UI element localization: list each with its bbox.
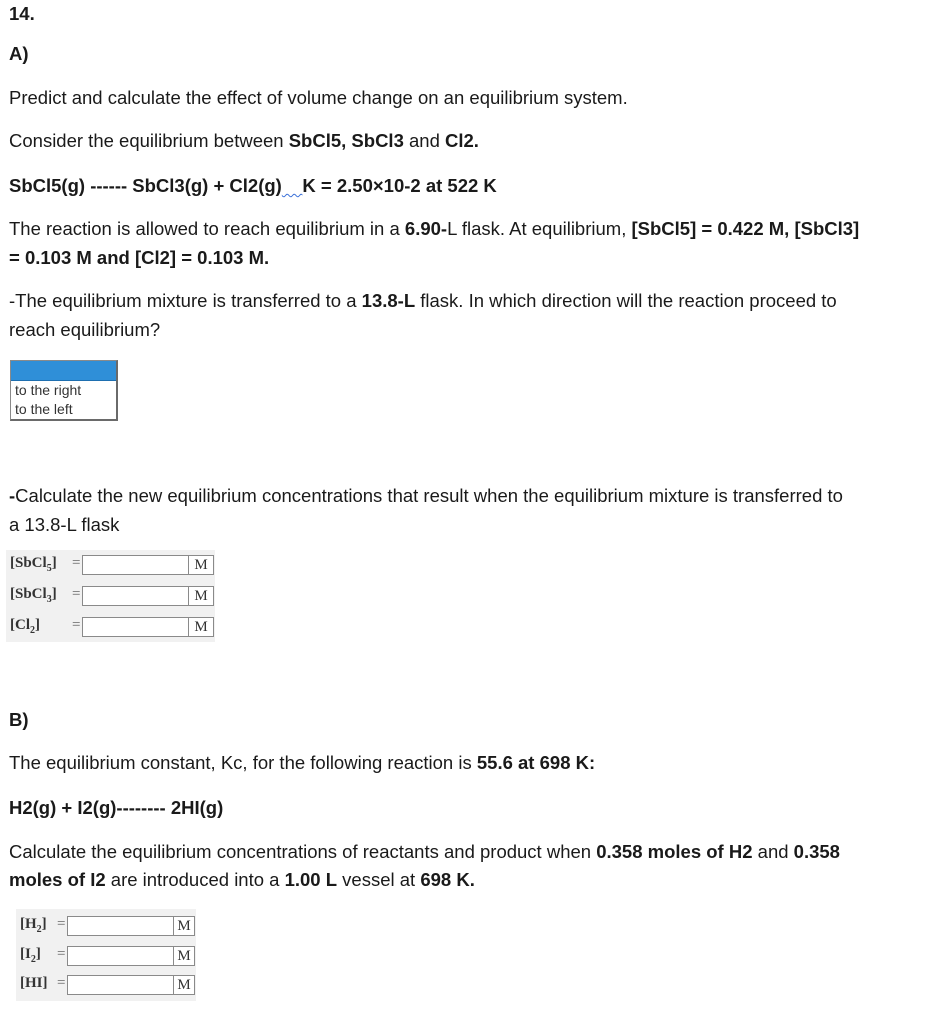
sbcl3-input[interactable] bbox=[82, 586, 189, 606]
unit-sbcl3: M bbox=[189, 586, 214, 606]
direction-option-left[interactable]: to the left bbox=[15, 401, 73, 417]
label-i2: $[I_2]$ bbox=[20, 946, 41, 965]
part-a-consider: Consider the equilibrium between SbCl5, SbCl3 and Cl2. bbox=[9, 130, 479, 151]
label-sbcl3: [SbCl$_3$] bbox=[10, 586, 57, 605]
unit-i2: M bbox=[174, 946, 195, 966]
part-a-question2-line1: -Calculate the new equilibrium concentrations that result when the equilibrium mixture is transferred to bbox=[9, 485, 843, 506]
part-a-heading: A) bbox=[9, 43, 29, 64]
part-a-question2-line2: a 13.8-L flask bbox=[9, 514, 120, 535]
hi-input[interactable] bbox=[67, 975, 174, 995]
label-cl2: $[Cl_2]$ bbox=[10, 617, 40, 636]
h2-input[interactable] bbox=[67, 916, 174, 936]
unit-h2: M bbox=[174, 916, 195, 936]
part-a-reaction: SbCl5(g) ------ SbCl3(g) + Cl2(g) K = 2.50×10-2 at 522 K bbox=[9, 175, 497, 196]
part-b-calc-line1: Calculate the equilibrium concentrations of reactants and product when 0.358 moles of H2 and 0.358 bbox=[9, 841, 840, 862]
input-row-sbcl5: [SbCl$_5$] = M bbox=[6, 553, 215, 577]
part-b-kc: The equilibrium constant, Kc, for the following reaction is 55.6 at 698 K: bbox=[9, 752, 596, 773]
part-a-equilibrium-line1: The reaction is allowed to reach equilibrium in a 6.90-L flask. At equilibrium, [SbCl5] = 0.422 M, [SbCl3] bbox=[9, 218, 860, 239]
i2-input[interactable] bbox=[67, 946, 174, 966]
part-b-reaction: H2(g) + I2(g)-------- 2HI(g) bbox=[9, 797, 224, 818]
input-row-cl2: $[Cl_2]$ = M bbox=[6, 615, 215, 639]
part-a-intro: Predict and calculate the effect of volume change on an equilibrium system. bbox=[9, 87, 628, 108]
input-row-i2: $[I_2]$ = M bbox=[16, 944, 196, 968]
input-row-hi: [HI] = M bbox=[16, 973, 196, 997]
part-a-question1-line2: reach equilibrium? bbox=[9, 319, 161, 340]
part-b-concentration-inputs bbox=[16, 909, 196, 1001]
label-sbcl5: [SbCl$_5$] bbox=[10, 555, 57, 574]
part-b-calc-line2: moles of I2 are introduced into a 1.00 L vessel at 698 K. bbox=[9, 869, 475, 890]
unit-sbcl5: M bbox=[189, 555, 214, 575]
input-row-h2: $[H_2]$ = M bbox=[16, 914, 196, 938]
part-b-heading: B) bbox=[9, 709, 29, 730]
direction-select-highlight bbox=[11, 361, 116, 381]
sbcl5-input[interactable] bbox=[82, 555, 189, 575]
unit-hi: M bbox=[174, 975, 195, 995]
label-hi: [HI] bbox=[20, 975, 48, 991]
part-a-question1-line1: -The equilibrium mixture is transferred to a 13.8-L flask. In which direction will the reaction proceed to bbox=[9, 290, 837, 311]
part-a-equilibrium-line2: = 0.103 M and [Cl2] = 0.103 M. bbox=[9, 247, 270, 268]
direction-option-right[interactable]: to the right bbox=[15, 382, 82, 398]
cl2-input[interactable] bbox=[82, 617, 189, 637]
problem-number: 14. bbox=[9, 3, 35, 24]
unit-cl2: M bbox=[189, 617, 214, 637]
direction-select[interactable] bbox=[10, 360, 118, 421]
label-h2: $[H_2]$ bbox=[20, 916, 47, 935]
part-a-concentration-inputs bbox=[6, 550, 215, 642]
input-row-sbcl3: [SbCl$_3$] = M bbox=[6, 584, 215, 608]
